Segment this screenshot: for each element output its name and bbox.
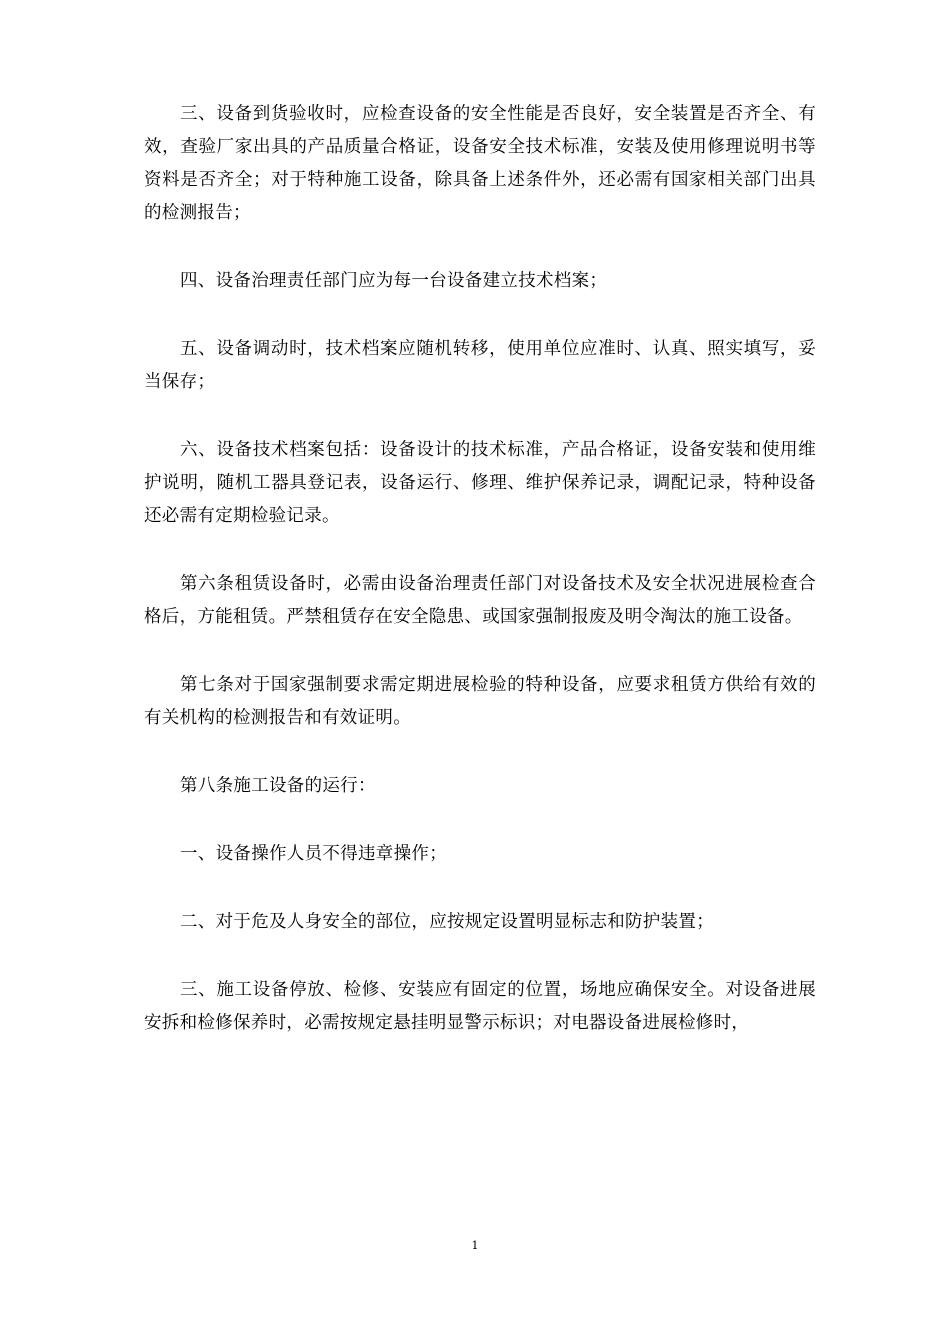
paragraph-archive-contents: 六、设备技术档案包括：设备设计的技术标准，产品合格证，设备安装和使用维护说明，随机工器具登记表，设备运行、修理、维护保养记录，调配记录，特种设备还必需有定期检验记录。 — [144, 440, 816, 526]
page-number: 1 — [471, 1239, 479, 1252]
paragraph-article-6-leasing: 第六条租赁设备时，必需由设备治理责任部门对设备技术及安全状况进展检查合格后，方能租赁。严禁租赁存在安全隐患、或国家强制报废及明令淘汰的施工设备。 — [144, 574, 816, 627]
paragraph-article-7-special-equipment: 第七条对于国家强制要求需定期进展检验的特种设备，应要求租赁方供给有效的有关机构的检测报告和有效证明。 — [144, 675, 816, 728]
paragraph-safety-signs: 二、对于危及人身安全的部位，应按规定设置明显标志和防护装置； — [180, 912, 714, 932]
paragraph-no-violation: 一、设备操作人员不得违章操作； — [180, 844, 447, 864]
paragraph-article-8-heading: 第八条施工设备的运行： — [180, 776, 376, 796]
paragraph-equipment-transfer: 五、设备调动时，技术档案应随机转移，使用单位应准时、认真、照实填写，妥当保存； — [144, 339, 816, 392]
paragraph-parking-maintenance: 三、施工设备停放、检修、安装应有固定的位置，场地应确保安全。对设备进展安拆和检修保养时，必需按规定悬挂明显警示标识；对电器设备进展检修时， — [144, 980, 816, 1033]
document-body — [144, 98, 816, 1075]
paragraph-acceptance-inspection: 三、设备到货验收时，应检查设备的安全性能是否良好，安全装置是否齐全、有效，查验厂家出具的产品质量合格证，设备安全技术标准，安装及使用修理说明书等资料是否齐全；对于特种施工设备，除具备上述条件外，还必需有国家相关部门出具的检测报告； — [144, 104, 816, 223]
paragraph-technical-archive: 四、设备治理责任部门应为每一台设备建立技术档案； — [180, 271, 608, 291]
